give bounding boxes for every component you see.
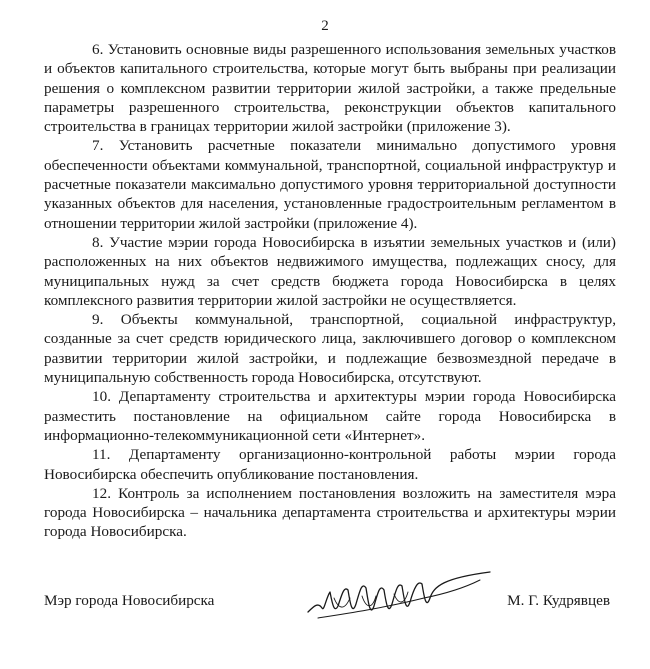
paragraph-item-11: 11. Департаменту организационно-контрольной работы мэрии города Новосибирска обеспечить опубликование постановления. [44, 446, 616, 483]
paragraph-item-10: 10. Департаменту строительства и архитектуры мэрии города Новосибирска разместить постановление на официальном сайте города Новосибирска в информационно-телекоммуникационной сети «Интернет». [44, 388, 616, 444]
signatory-name: М. Г. Кудрявцев [507, 592, 610, 609]
paragraph-item-7: 7. Установить расчетные показатели минимально допустимого уровня обеспеченности объектами коммунальной, транспортной, социальной инфраструктур и расчетные показатели максимально допустимого уровня территориальной доступности указанных объектов для населения, установленные градостроительным регламентом в отношении территории жилой застройки (приложение 4). [44, 137, 616, 232]
document-body [44, 40, 616, 542]
paragraph-item-12: 12. Контроль за исполнением постановления возложить на заместителя мэра города Новосибирска – начальника департамента строительства и архитектуры мэрии города Новосибирска. [44, 484, 616, 541]
position-title: Мэр города Новосибирска [44, 592, 215, 609]
page-number: 2 [321, 18, 329, 34]
paragraph-item-8: 8. Участие мэрии города Новосибирска в изъятии земельных участков и (или) расположенных на них объектов недвижимого имущества, подлежащих сносу, для муниципальных нужд за счет средств бюджета города Новосибирска в целях комплексного развития территории жилой застройки не осуществляется. [44, 233, 616, 309]
paragraph-item-6: 6. Установить основные виды разрешенного использования земельных участков и объектов капитального строительства, которые могут быть выбраны при реализации решения о комплексном развитии территории жилой застройки, а также предельные параметры разрешенного строительства, реконструкции объектов капитального строительства в границах территории жилой застройки (приложение 3). [44, 41, 616, 136]
paragraph-item-9: 9. Объекты коммунальной, транспортной, социальной инфраструктур, созданные за счет средств юридического лица, заключившего договор о комплексном развитии территории жилой застройки, и подлежащие безвозмездной передаче в муниципальную собственность города Новосибирска, отсутствуют. [44, 311, 616, 387]
handwritten-signature [304, 568, 494, 630]
